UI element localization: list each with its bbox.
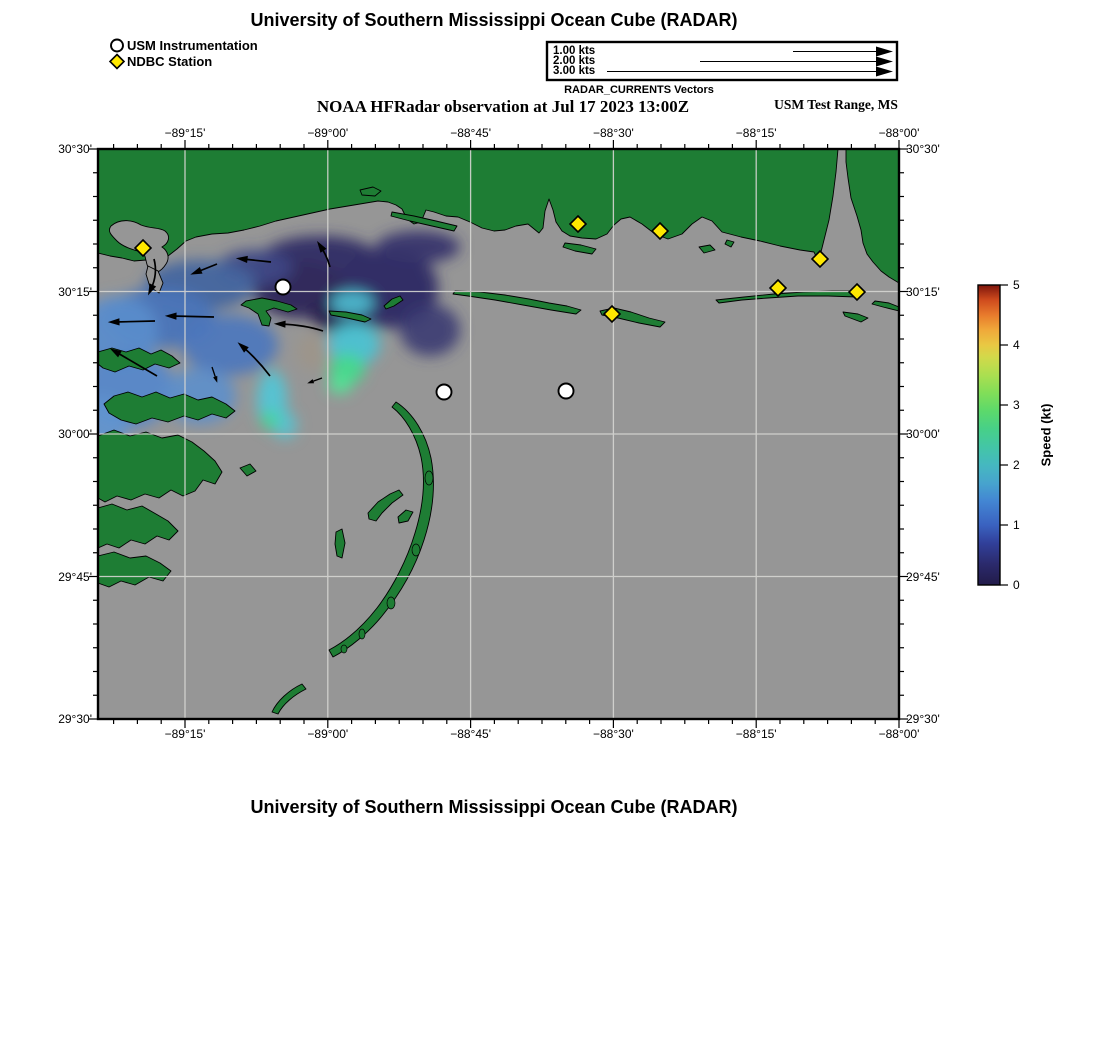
colorbar-tick-label: 0 (1013, 578, 1020, 592)
y-axis-label: 30°30' (906, 142, 940, 156)
x-axis-label: −88°45' (450, 727, 491, 741)
colorbar-tick-label: 3 (1013, 398, 1020, 412)
islet (341, 645, 347, 653)
usm-instrumentation-icon (111, 40, 123, 52)
usm-instrument-marker (276, 280, 291, 295)
speed-blob (400, 304, 460, 356)
test-range-label: USM Test Range, MS (774, 97, 898, 112)
colorbar-title: Speed (kt) (1038, 403, 1054, 467)
vector-scale-box (547, 42, 897, 80)
x-axis-label: −88°00' (878, 126, 920, 140)
ndbc-station-icon (110, 55, 124, 69)
usm-instrument-marker (437, 385, 452, 400)
vector-shaft (172, 316, 214, 317)
x-axis-label: −89°15' (164, 727, 206, 741)
colorbar-tick-label: 1 (1013, 518, 1020, 532)
x-axis-label: −88°45' (450, 126, 491, 140)
colorbar-tick-label: 2 (1013, 458, 1020, 472)
colorbar-tick-label: 4 (1013, 338, 1020, 352)
speed-blob (261, 411, 279, 429)
y-axis-label: 30°00' (906, 427, 940, 441)
speed-blob (376, 231, 460, 263)
colorbar-tick-label: 5 (1013, 278, 1020, 292)
map-area (72, 149, 899, 719)
y-axis-label: 29°30' (906, 712, 940, 726)
colorbar (978, 285, 1008, 585)
observation-subtitle: NOAA HFRadar observation at Jul 17 2023 13:00Z (316, 97, 690, 116)
legend-symbols (110, 40, 124, 69)
x-axis-label: −88°00' (878, 727, 920, 741)
vector-shaft (115, 321, 155, 322)
y-axis-label: 30°30' (58, 142, 92, 156)
x-axis-label: −89°00' (307, 727, 349, 741)
islet (359, 629, 365, 639)
vector-scale-caption: RADAR_CURRENTS Vectors (564, 84, 714, 96)
speed-blob (328, 376, 352, 394)
x-axis-label: −88°30' (592, 126, 634, 140)
y-axis-label: 30°15' (906, 284, 940, 299)
y-axis-label: 29°45' (58, 569, 92, 584)
legend-label-usm: USM Instrumentation (127, 38, 258, 53)
islet (387, 597, 395, 609)
usm-instrument-marker (559, 384, 574, 399)
speed-blob (297, 333, 327, 371)
islet (412, 544, 420, 556)
bottom-title: University of Southern Mississippi Ocean Cube (RADAR) (250, 797, 738, 817)
x-axis-label: −89°00' (307, 126, 349, 140)
y-axis-label: 30°00' (58, 427, 92, 441)
page-title: University of Southern Mississippi Ocean Cube (RADAR) (250, 10, 738, 30)
y-axis-label: 29°30' (58, 712, 92, 726)
vector-scale-label-1: 1.00 kts (553, 45, 596, 57)
x-axis-label: −88°15' (735, 126, 777, 140)
y-axis-label: 29°45' (906, 569, 940, 584)
x-axis-label: −89°15' (164, 126, 206, 140)
x-axis-label: −88°30' (592, 727, 634, 741)
vector-scale-label-2: 2.00 kts (553, 55, 596, 67)
colorbar-gradient (978, 285, 1000, 585)
legend-label-ndbc: NDBC Station (127, 54, 213, 69)
x-axis-label: −88°15' (735, 727, 777, 741)
vector-scale-label-3: 3.00 kts (553, 65, 596, 77)
y-axis-label: 30°15' (58, 284, 92, 299)
islet (425, 471, 433, 485)
